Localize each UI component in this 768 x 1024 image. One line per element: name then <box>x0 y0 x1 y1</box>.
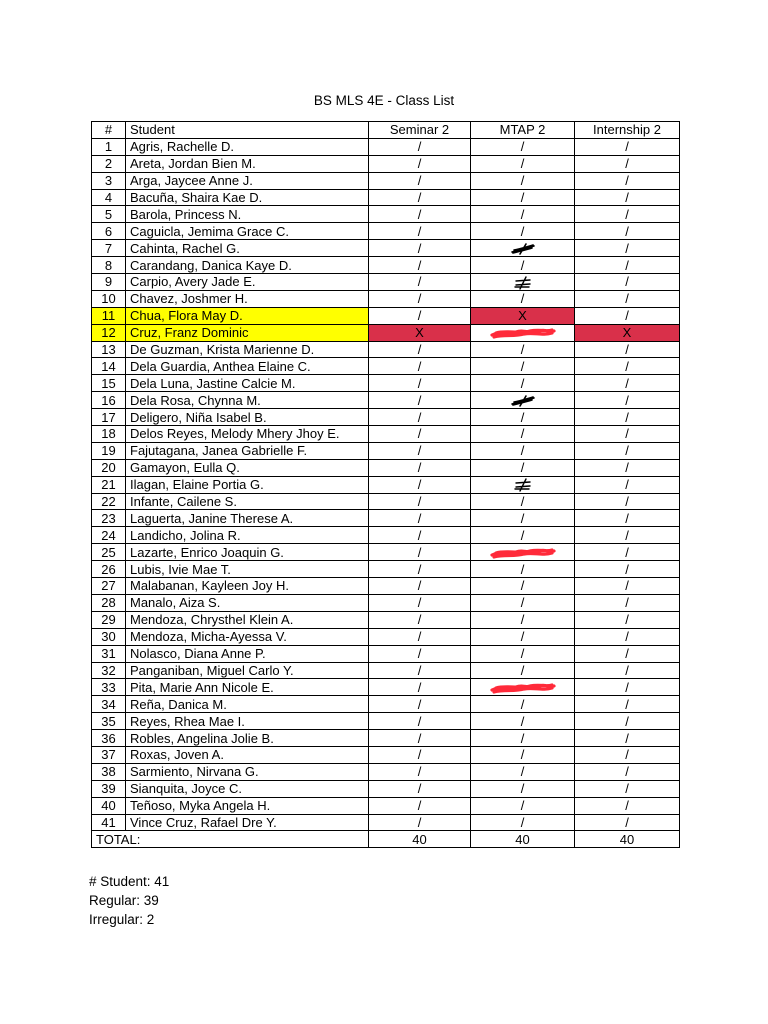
internship-mark: / <box>575 645 680 662</box>
row-number: 5 <box>92 206 126 223</box>
red-strikeout-icon <box>490 546 556 560</box>
table-row <box>92 290 680 307</box>
internship-mark: / <box>575 307 680 324</box>
mtap-mark: / <box>471 155 575 172</box>
mtap-mark: / <box>471 426 575 443</box>
seminar-mark: / <box>369 307 471 324</box>
row-number: 15 <box>92 375 126 392</box>
internship-mark: / <box>575 459 680 476</box>
seminar-mark: / <box>369 611 471 628</box>
seminar-mark: / <box>369 763 471 780</box>
row-number: 11 <box>92 307 126 324</box>
row-number: 39 <box>92 780 126 797</box>
internship-mark: / <box>575 375 680 392</box>
student-name: Reyes, Rhea Mae I. <box>126 713 369 730</box>
seminar-mark: / <box>369 442 471 459</box>
internship-mark: / <box>575 257 680 274</box>
mtap-mark <box>471 240 575 257</box>
student-name: Carandang, Danica Kaye D. <box>126 257 369 274</box>
mtap-mark: / <box>471 611 575 628</box>
mtap-mark <box>471 544 575 561</box>
mtap-mark: / <box>471 257 575 274</box>
table-row <box>92 476 680 493</box>
row-number: 1 <box>92 138 126 155</box>
student-name: Cahinta, Rachel G. <box>126 240 369 257</box>
internship-mark: / <box>575 426 680 443</box>
red-strikeout-icon <box>490 681 556 695</box>
row-number: 6 <box>92 223 126 240</box>
internship-mark: / <box>575 527 680 544</box>
table-row <box>92 409 680 426</box>
row-number: 35 <box>92 713 126 730</box>
table-row <box>92 155 680 172</box>
mtap-mark <box>471 324 575 341</box>
header-number: # <box>92 122 126 139</box>
header-mtap: MTAP 2 <box>471 122 575 139</box>
seminar-mark: / <box>369 628 471 645</box>
seminar-mark: / <box>369 155 471 172</box>
row-number: 32 <box>92 662 126 679</box>
header-student: Student <box>126 122 369 139</box>
internship-mark: / <box>575 763 680 780</box>
mtap-mark: / <box>471 442 575 459</box>
seminar-mark: / <box>369 578 471 595</box>
table-row <box>92 257 680 274</box>
row-number: 23 <box>92 510 126 527</box>
internship-mark: / <box>575 223 680 240</box>
row-number: 13 <box>92 341 126 358</box>
internship-mark: / <box>575 510 680 527</box>
mtap-mark: / <box>471 662 575 679</box>
row-number: 26 <box>92 561 126 578</box>
student-name: Arga, Jaycee Anne J. <box>126 172 369 189</box>
row-number: 18 <box>92 426 126 443</box>
student-name: Areta, Jordan Bien M. <box>126 155 369 172</box>
internship-mark: / <box>575 797 680 814</box>
student-name: Barola, Princess N. <box>126 206 369 223</box>
student-name: Dela Luna, Jastine Calcie M. <box>126 375 369 392</box>
row-number: 37 <box>92 746 126 763</box>
student-name: Dela Rosa, Chynna M. <box>126 392 369 409</box>
row-number: 16 <box>92 392 126 409</box>
internship-mark: / <box>575 189 680 206</box>
table-row <box>92 679 680 696</box>
row-number: 22 <box>92 493 126 510</box>
mtap-mark: / <box>471 459 575 476</box>
table-row <box>92 392 680 409</box>
seminar-mark: / <box>369 797 471 814</box>
seminar-mark: / <box>369 696 471 713</box>
table-body <box>92 138 680 831</box>
mtap-mark: / <box>471 780 575 797</box>
seminar-mark: / <box>369 409 471 426</box>
row-number: 9 <box>92 274 126 291</box>
seminar-mark: / <box>369 341 471 358</box>
student-name: Landicho, Jolina R. <box>126 527 369 544</box>
table-row <box>92 138 680 155</box>
student-name: Agris, Rachelle D. <box>126 138 369 155</box>
seminar-mark: / <box>369 392 471 409</box>
student-name: Manalo, Aiza S. <box>126 594 369 611</box>
mtap-mark: / <box>471 172 575 189</box>
crossed-out-mark-icon <box>510 394 536 408</box>
student-name: Sianquita, Joyce C. <box>126 780 369 797</box>
table-row <box>92 324 680 341</box>
student-name: Dela Guardia, Anthea Elaine C. <box>126 358 369 375</box>
row-number: 10 <box>92 290 126 307</box>
internship-mark: / <box>575 594 680 611</box>
mtap-mark: / <box>471 409 575 426</box>
mtap-mark: / <box>471 696 575 713</box>
table-row <box>92 307 680 324</box>
internship-mark: / <box>575 561 680 578</box>
document-title: BS MLS 4E - Class List <box>313 93 455 108</box>
internship-mark: / <box>575 274 680 291</box>
mtap-mark: / <box>471 797 575 814</box>
mtap-mark: / <box>471 628 575 645</box>
mtap-mark: / <box>471 746 575 763</box>
table-row <box>92 746 680 763</box>
mtap-mark: / <box>471 561 575 578</box>
mtap-mark: / <box>471 730 575 747</box>
student-name: Laguerta, Janine Therese A. <box>126 510 369 527</box>
row-number: 14 <box>92 358 126 375</box>
internship-mark: / <box>575 240 680 257</box>
row-number: 38 <box>92 763 126 780</box>
student-name: Gamayon, Eulla Q. <box>126 459 369 476</box>
seminar-mark: / <box>369 459 471 476</box>
table-row <box>92 797 680 814</box>
student-name: Lubis, Ivie Mae T. <box>126 561 369 578</box>
internship-mark: / <box>575 679 680 696</box>
seminar-mark: / <box>369 746 471 763</box>
header-internship: Internship 2 <box>575 122 680 139</box>
table-row <box>92 493 680 510</box>
internship-mark: / <box>575 544 680 561</box>
student-name: Mendoza, Micha-Ayessa V. <box>126 628 369 645</box>
row-number: 25 <box>92 544 126 561</box>
seminar-mark: / <box>369 172 471 189</box>
table-row <box>92 206 680 223</box>
row-number: 29 <box>92 611 126 628</box>
table-row <box>92 662 680 679</box>
row-number: 31 <box>92 645 126 662</box>
table-row <box>92 223 680 240</box>
row-number: 17 <box>92 409 126 426</box>
internship-mark: / <box>575 172 680 189</box>
table-row <box>92 240 680 257</box>
seminar-mark: / <box>369 713 471 730</box>
row-number: 27 <box>92 578 126 595</box>
student-name: Lazarte, Enrico Joaquin G. <box>126 544 369 561</box>
internship-mark: / <box>575 713 680 730</box>
mtap-mark: / <box>471 814 575 831</box>
student-count: # Student: 41 <box>89 874 170 889</box>
mtap-mark: / <box>471 375 575 392</box>
table-row <box>92 544 680 561</box>
seminar-mark: / <box>369 493 471 510</box>
crossed-out-mark-icon <box>510 242 536 256</box>
table-row <box>92 459 680 476</box>
crossed-out-mark-icon <box>513 478 533 492</box>
seminar-mark: / <box>369 780 471 797</box>
table-row <box>92 594 680 611</box>
seminar-mark: / <box>369 561 471 578</box>
internship-mark: / <box>575 746 680 763</box>
table-row <box>92 561 680 578</box>
mtap-mark: / <box>471 206 575 223</box>
mtap-mark: / <box>471 594 575 611</box>
seminar-mark: / <box>369 594 471 611</box>
table-row <box>92 713 680 730</box>
seminar-mark: / <box>369 679 471 696</box>
internship-mark: / <box>575 155 680 172</box>
internship-mark: / <box>575 409 680 426</box>
row-number: 12 <box>92 324 126 341</box>
regular-count: Regular: 39 <box>89 893 159 908</box>
mtap-mark: / <box>471 510 575 527</box>
seminar-mark: / <box>369 662 471 679</box>
internship-mark: / <box>575 696 680 713</box>
mtap-mark: X <box>471 307 575 324</box>
mtap-mark: / <box>471 578 575 595</box>
internship-mark: / <box>575 138 680 155</box>
row-number: 3 <box>92 172 126 189</box>
seminar-mark: / <box>369 206 471 223</box>
student-name: Delos Reyes, Melody Mhery Jhoy E. <box>126 426 369 443</box>
table-row <box>92 763 680 780</box>
internship-mark: / <box>575 662 680 679</box>
mtap-mark: / <box>471 358 575 375</box>
internship-mark: X <box>575 324 680 341</box>
student-name: Pita, Marie Ann Nicole E. <box>126 679 369 696</box>
mtap-mark <box>471 392 575 409</box>
internship-mark: / <box>575 392 680 409</box>
seminar-mark: / <box>369 223 471 240</box>
internship-mark: / <box>575 341 680 358</box>
table-header-row <box>92 122 680 139</box>
table-row <box>92 628 680 645</box>
seminar-mark: / <box>369 375 471 392</box>
internship-mark: / <box>575 730 680 747</box>
internship-mark: / <box>575 628 680 645</box>
student-name: Roxas, Joven A. <box>126 746 369 763</box>
table-row <box>92 510 680 527</box>
row-number: 7 <box>92 240 126 257</box>
header-seminar: Seminar 2 <box>369 122 471 139</box>
table-row <box>92 611 680 628</box>
seminar-mark: / <box>369 730 471 747</box>
row-number: 4 <box>92 189 126 206</box>
table-row <box>92 442 680 459</box>
mtap-mark: / <box>471 189 575 206</box>
internship-mark: / <box>575 290 680 307</box>
seminar-mark: / <box>369 274 471 291</box>
mtap-mark <box>471 476 575 493</box>
row-number: 33 <box>92 679 126 696</box>
table-row <box>92 527 680 544</box>
seminar-mark: / <box>369 510 471 527</box>
mtap-mark: / <box>471 138 575 155</box>
seminar-mark: / <box>369 358 471 375</box>
total-seminar: 40 <box>369 831 471 848</box>
seminar-mark: / <box>369 138 471 155</box>
student-name: Nolasco, Diana Anne P. <box>126 645 369 662</box>
total-mtap: 40 <box>471 831 575 848</box>
internship-mark: / <box>575 476 680 493</box>
mtap-mark: / <box>471 645 575 662</box>
student-name: Bacuña, Shaira Kae D. <box>126 189 369 206</box>
internship-mark: / <box>575 442 680 459</box>
table-row <box>92 341 680 358</box>
mtap-mark: / <box>471 763 575 780</box>
mtap-mark: / <box>471 527 575 544</box>
mtap-mark: / <box>471 223 575 240</box>
mtap-mark: / <box>471 713 575 730</box>
row-number: 20 <box>92 459 126 476</box>
internship-mark: / <box>575 780 680 797</box>
internship-mark: / <box>575 206 680 223</box>
student-name: Malabanan, Kayleen Joy H. <box>126 578 369 595</box>
table-row <box>92 172 680 189</box>
seminar-mark: / <box>369 426 471 443</box>
total-row <box>92 831 680 848</box>
student-name: Panganiban, Miguel Carlo Y. <box>126 662 369 679</box>
student-name: Fajutagana, Janea Gabrielle F. <box>126 442 369 459</box>
student-name: Reña, Danica M. <box>126 696 369 713</box>
total-label: TOTAL: <box>92 831 369 848</box>
student-name: Ilagan, Elaine Portia G. <box>126 476 369 493</box>
seminar-mark: / <box>369 527 471 544</box>
mtap-mark: / <box>471 341 575 358</box>
seminar-mark: / <box>369 189 471 206</box>
student-name: Robles, Angelina Jolie B. <box>126 730 369 747</box>
table-row <box>92 814 680 831</box>
table-row <box>92 358 680 375</box>
irregular-count: Irregular: 2 <box>89 912 155 927</box>
table-row <box>92 375 680 392</box>
seminar-mark: / <box>369 645 471 662</box>
internship-mark: / <box>575 358 680 375</box>
internship-mark: / <box>575 814 680 831</box>
table-row <box>92 426 680 443</box>
crossed-out-mark-icon <box>513 276 533 290</box>
table-row <box>92 696 680 713</box>
class-list-table <box>91 121 680 848</box>
seminar-mark: / <box>369 290 471 307</box>
table-row <box>92 730 680 747</box>
student-name: Chavez, Joshmer H. <box>126 290 369 307</box>
summary-block <box>89 872 169 929</box>
row-number: 8 <box>92 257 126 274</box>
internship-mark: / <box>575 493 680 510</box>
seminar-mark: / <box>369 544 471 561</box>
mtap-mark <box>471 274 575 291</box>
table-row <box>92 780 680 797</box>
internship-mark: / <box>575 578 680 595</box>
row-number: 34 <box>92 696 126 713</box>
student-name: Infante, Cailene S. <box>126 493 369 510</box>
row-number: 21 <box>92 476 126 493</box>
seminar-mark: / <box>369 240 471 257</box>
seminar-mark: / <box>369 476 471 493</box>
mtap-mark: / <box>471 290 575 307</box>
row-number: 30 <box>92 628 126 645</box>
table-row <box>92 645 680 662</box>
red-strikeout-icon <box>490 326 556 340</box>
seminar-mark: / <box>369 814 471 831</box>
student-name: Mendoza, Chrysthel Klein A. <box>126 611 369 628</box>
total-internship: 40 <box>575 831 680 848</box>
table-row <box>92 274 680 291</box>
row-number: 28 <box>92 594 126 611</box>
seminar-mark: / <box>369 257 471 274</box>
student-name: Sarmiento, Nirvana G. <box>126 763 369 780</box>
student-name: Vince Cruz, Rafael Dre Y. <box>126 814 369 831</box>
row-number: 36 <box>92 730 126 747</box>
student-name: Caguicla, Jemima Grace C. <box>126 223 369 240</box>
seminar-mark: X <box>369 324 471 341</box>
internship-mark: / <box>575 611 680 628</box>
student-name: Chua, Flora May D. <box>126 307 369 324</box>
row-number: 19 <box>92 442 126 459</box>
table-row <box>92 189 680 206</box>
mtap-mark <box>471 679 575 696</box>
row-number: 24 <box>92 527 126 544</box>
student-name: De Guzman, Krista Marienne D. <box>126 341 369 358</box>
student-name: Deligero, Niña Isabel B. <box>126 409 369 426</box>
student-name: Teñoso, Myka Angela H. <box>126 797 369 814</box>
student-name: Carpio, Avery Jade E. <box>126 274 369 291</box>
mtap-mark: / <box>471 493 575 510</box>
row-number: 41 <box>92 814 126 831</box>
row-number: 40 <box>92 797 126 814</box>
table-row <box>92 578 680 595</box>
row-number: 2 <box>92 155 126 172</box>
student-name: Cruz, Franz Dominic <box>126 324 369 341</box>
